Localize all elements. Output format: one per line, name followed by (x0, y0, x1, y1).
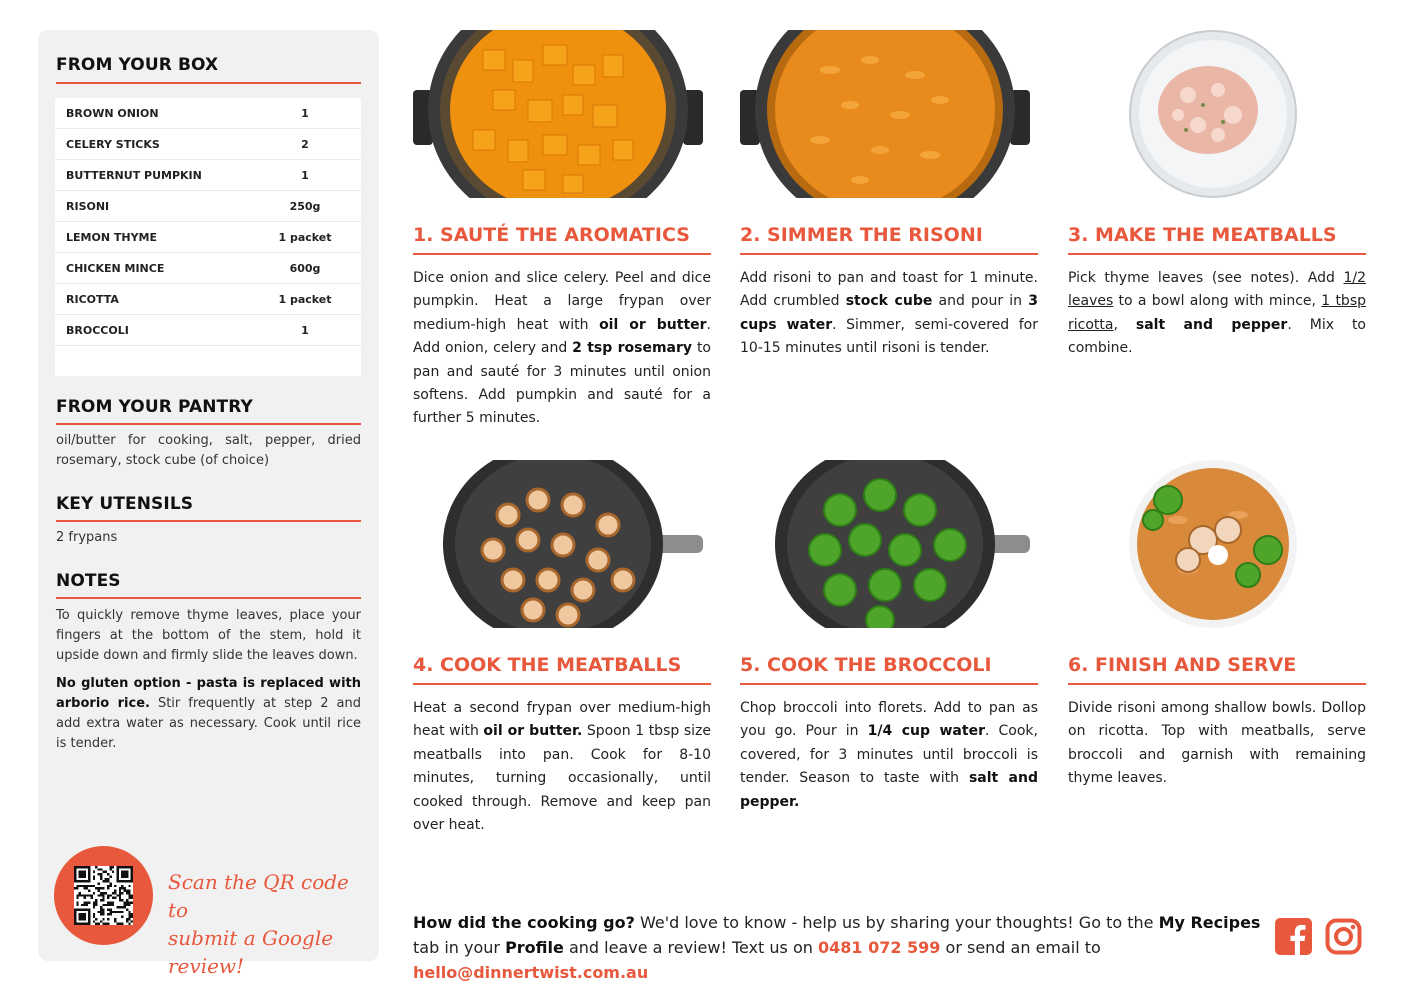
heading-rule (56, 597, 361, 599)
table-row (55, 160, 361, 191)
heading-rule (56, 520, 361, 522)
table-row (55, 129, 361, 160)
footer-text-4: or send an email to (940, 938, 1101, 957)
step-text-part: Spoon 1 tbsp size meatballs into pan. Cook for 8-10 minutes, turning occasionally, until cooked through. Remove and keep pan over heat. (413, 723, 711, 834)
step-6-photo (1068, 460, 1358, 628)
my-recipes-link[interactable]: My Recipes (1158, 913, 1261, 932)
ingredient-qty: 600g (289, 261, 321, 275)
step-text-part: 2 tsp rosemary (572, 340, 693, 357)
ingredient-qty: 250g (289, 199, 321, 213)
step-text-part: Divide risoni among shallow bowls. Dollop on ricotta. Top with meatballs, serve broccoli and garnish with remaining thyme leaves. (1068, 700, 1366, 787)
qr-caption (168, 868, 368, 980)
ingredient-name: RICOTTA (66, 292, 119, 306)
step-rule (1068, 683, 1366, 685)
ingredient-qty: 2 (301, 137, 309, 151)
step-text-part: stock cube (845, 293, 933, 310)
ingredient-name: LEMON THYME (66, 230, 157, 244)
qr-caption-line2: submit a Google review! (168, 926, 334, 978)
from-your-box-heading: FROM YOUR BOX (56, 55, 219, 75)
heading-rule (56, 423, 361, 425)
step-text-part: 1/4 cup water (867, 723, 985, 740)
step-text-part: . Cook, covered, for 3 minutes until broccoli is tender. Season to taste with (740, 723, 1038, 787)
utensils-text: 2 frypans (56, 530, 118, 545)
gluten-note-text: Stir frequently at step 2 and add extra water as necessary. Cook until rice is tender. (56, 696, 361, 751)
step-text-part: Pick thyme leaves (see notes). Add (1068, 270, 1344, 286)
step-text-part: and pour in (932, 293, 1029, 310)
notes-heading: NOTES (56, 571, 121, 591)
footer-text-1: We'd love to know - help us by sharing your thoughts! Go to the (634, 913, 1159, 932)
table-row (55, 98, 361, 129)
table-row (55, 222, 361, 253)
step-rule (740, 683, 1038, 685)
instagram-icon[interactable] (1325, 918, 1362, 955)
review-footer (413, 910, 1263, 985)
step-5-title: 5. COOK THE BROCCOLI (740, 654, 992, 676)
step-text-part: oil or butter (599, 316, 707, 333)
qr-code-icon[interactable] (74, 866, 133, 925)
step-4-photo (413, 460, 703, 628)
ingredient-qty: 1 (301, 168, 309, 182)
table-row (55, 191, 361, 222)
step-2-photo (740, 30, 1030, 198)
qr-caption-line1: Scan the QR code to (168, 870, 349, 922)
table-row (55, 253, 361, 284)
footer-text-3: and leave a review! Text us on (563, 938, 818, 957)
step-3-photo (1068, 30, 1358, 198)
ingredient-qty: 1 packet (278, 292, 332, 306)
table-row (55, 315, 361, 346)
ingredient-name: BROCCOLI (66, 323, 129, 337)
ingredient-name: CHICKEN MINCE (66, 261, 165, 275)
ingredient-name: BUTTERNUT PUMPKIN (66, 168, 202, 182)
step-rule (1068, 253, 1366, 255)
step-rule (740, 253, 1038, 255)
step-text-part: 1 tbsp ricotta (1068, 293, 1366, 333)
step-rule (413, 253, 711, 255)
step-text-part: to pan and sauté for 3 minutes until onion softens. Add pumpkin and sauté for a further 5 minutes. (413, 340, 711, 427)
step-3-text (1068, 267, 1366, 361)
step-text-part: , (1113, 316, 1136, 333)
qr-code-badge[interactable] (54, 846, 153, 945)
step-2-text (740, 267, 1038, 361)
step-1-photo (413, 30, 703, 198)
step-1-title: 1. SAUTÉ THE AROMATICS (413, 224, 690, 246)
step-text-part: oil or butter. (483, 723, 583, 740)
pantry-text: oil/butter for cooking, salt, pepper, dried rosemary, stock cube (of choice) (56, 433, 361, 468)
footer-text-2: tab in your (413, 938, 506, 957)
step-4-title: 4. COOK THE MEATBALLS (413, 654, 682, 676)
step-text-part: 3 cups water (740, 293, 1038, 333)
step-6-text (1068, 697, 1366, 791)
box-ingredients-table (55, 98, 361, 376)
ingredient-qty: 1 (301, 323, 309, 337)
ingredient-name: CELERY STICKS (66, 137, 160, 151)
step-5-text (740, 697, 1038, 814)
footer-question: How did the cooking go? (413, 913, 635, 932)
step-text-part: salt and pepper (1135, 316, 1288, 333)
heading-rule (56, 82, 361, 84)
phone-link[interactable]: 0481 072 599 (817, 938, 941, 957)
ingredient-qty: 1 packet (278, 230, 332, 244)
step-rule (413, 683, 711, 685)
step-text-part: to a bowl along with mince, (1113, 293, 1322, 310)
email-link[interactable]: hello@dinnertwist.com.au (413, 963, 649, 982)
step-5-photo (740, 460, 1030, 628)
step-text-part: Dice onion and slice celery. Peel and dice pumpkin. Heat a large frypan over medium-high heat with (413, 270, 711, 333)
step-1-text (413, 267, 711, 431)
step-3-title: 3. MAKE THE MEATBALLS (1068, 224, 1337, 246)
step-6-title: 6. FINISH AND SERVE (1068, 654, 1297, 676)
gluten-note-bold: No gluten option - pasta is replaced with arborio rice. (56, 676, 361, 711)
facebook-icon[interactable] (1275, 918, 1312, 955)
step-4-text (413, 697, 711, 837)
from-your-pantry-heading: FROM YOUR PANTRY (56, 397, 253, 417)
step-text-part: Chop broccoli into florets. Add to pan as you go. Pour in (740, 700, 1038, 740)
step-text-part: Add risoni to pan and toast for 1 minute. Add crumbled (740, 270, 1038, 310)
gluten-note (56, 674, 361, 754)
step-text-part: . Add onion, celery and (413, 316, 711, 357)
step-text-part: salt and pepper. (740, 770, 1038, 810)
step-text-part: Heat a second frypan over medium-high heat with (413, 700, 711, 740)
step-text-part: . Mix to combine. (1068, 316, 1366, 357)
key-utensils-heading: KEY UTENSILS (56, 494, 194, 514)
ingredients-panel (38, 30, 379, 978)
profile-link[interactable]: Profile (505, 938, 564, 957)
table-row (55, 284, 361, 315)
ingredient-qty: 1 (301, 106, 309, 120)
step-text-part: . Simmer, semi-covered for 10-15 minutes until risoni is tender. (740, 316, 1038, 357)
ingredient-name: BROWN ONION (66, 106, 159, 120)
step-2-title: 2. SIMMER THE RISONI (740, 224, 983, 246)
notes-text: To quickly remove thyme leaves, place your fingers at the bottom of the stem, hold it upside down and firmly slide the leaves down. (56, 608, 361, 663)
ingredient-name: RISONI (66, 199, 110, 213)
step-text-part: 1/2 leaves (1068, 270, 1366, 310)
